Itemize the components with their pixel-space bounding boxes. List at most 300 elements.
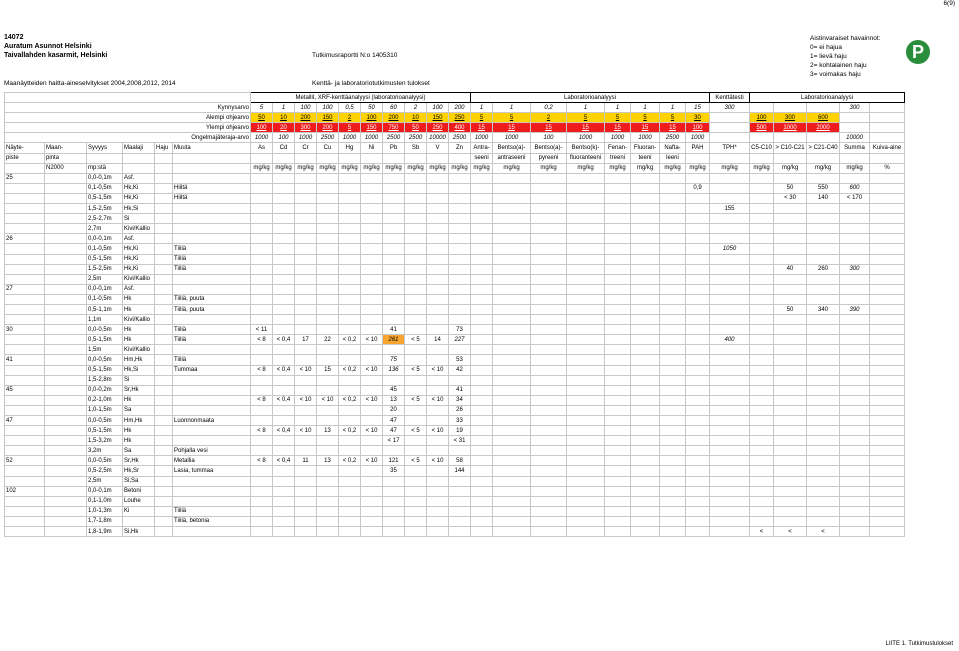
result-value xyxy=(774,274,807,284)
result-value xyxy=(493,456,531,466)
result-value xyxy=(361,244,383,254)
result-value xyxy=(631,456,660,466)
result-value: < 8 xyxy=(251,395,273,405)
result-value xyxy=(449,193,471,203)
result-value xyxy=(750,375,774,385)
result-value xyxy=(840,284,870,294)
sample-point xyxy=(5,426,45,436)
result-value xyxy=(273,173,295,183)
ground-level xyxy=(45,325,87,335)
result-value xyxy=(471,476,493,486)
result-value xyxy=(531,284,567,294)
result-value xyxy=(567,204,605,214)
column-header: Cd xyxy=(273,143,295,153)
result-value xyxy=(840,506,870,516)
result-value xyxy=(750,183,774,193)
column-header: pinta xyxy=(45,153,87,163)
result-value xyxy=(339,193,361,203)
result-value xyxy=(605,214,631,224)
ground-level xyxy=(45,496,87,506)
result-value xyxy=(427,234,449,244)
result-value xyxy=(631,385,660,395)
sample-point: 25 xyxy=(5,173,45,183)
report-reference: Tutkimusraportti N:o 1405310 xyxy=(312,52,398,59)
result-value xyxy=(383,375,405,385)
result-value xyxy=(295,496,317,506)
result-value xyxy=(840,214,870,224)
result-value xyxy=(710,405,750,415)
result-value xyxy=(750,385,774,395)
limit-value: 1000 xyxy=(295,133,317,143)
result-value xyxy=(605,436,631,446)
result-value xyxy=(427,345,449,355)
table-row xyxy=(5,304,905,314)
result-value xyxy=(531,345,567,355)
column-header: pyreeni xyxy=(531,153,567,163)
depth: 0,2-1,0m xyxy=(87,395,123,405)
table-row xyxy=(5,446,905,456)
result-value xyxy=(383,315,405,325)
result-value xyxy=(317,496,339,506)
result-value xyxy=(493,466,531,476)
result-value xyxy=(317,416,339,426)
column-header: mg/kg xyxy=(567,163,605,173)
result-value xyxy=(774,506,807,516)
result-value xyxy=(774,486,807,496)
result-value xyxy=(750,496,774,506)
result-value: < 0,4 xyxy=(273,395,295,405)
column-header: N2000 xyxy=(45,163,87,173)
result-value: 300 xyxy=(840,264,870,274)
limit-value: 50 xyxy=(361,103,383,113)
limit-value: 300 xyxy=(774,113,807,123)
result-value xyxy=(427,193,449,203)
result-value xyxy=(807,365,840,375)
result-value xyxy=(686,315,710,325)
column-header: Zn xyxy=(449,143,471,153)
result-value xyxy=(567,365,605,375)
soil-type: Hk xyxy=(123,304,155,314)
limit-value: 5 xyxy=(251,103,273,113)
result-value: 400 xyxy=(710,335,750,345)
result-value xyxy=(531,244,567,254)
result-value xyxy=(774,416,807,426)
result-value xyxy=(317,254,339,264)
result-value xyxy=(710,325,750,335)
result-value xyxy=(567,173,605,183)
column-header xyxy=(173,153,251,163)
result-value xyxy=(750,476,774,486)
limit-value: 1000 xyxy=(251,133,273,143)
notes xyxy=(173,385,251,395)
result-value xyxy=(710,375,750,385)
result-value xyxy=(361,183,383,193)
depth: 0,1-0,5m xyxy=(87,183,123,193)
result-value xyxy=(567,345,605,355)
result-value xyxy=(531,304,567,314)
result-value xyxy=(605,183,631,193)
document-subtitle: Maanäytteiden haitta-aineselvitykset 2004,2008,2012, 2014 xyxy=(4,80,176,87)
result-value xyxy=(567,395,605,405)
result-value xyxy=(383,496,405,506)
result-value xyxy=(807,224,840,234)
column-header: mg/kg xyxy=(471,163,493,173)
result-value xyxy=(427,214,449,224)
result-value xyxy=(251,204,273,214)
result-value xyxy=(383,506,405,516)
limit-value: 15 xyxy=(686,103,710,113)
result-value: 260 xyxy=(807,264,840,274)
result-value xyxy=(710,456,750,466)
result-value xyxy=(531,395,567,405)
depth: 1,5m xyxy=(87,345,123,355)
soil-type: Hk xyxy=(123,436,155,446)
result-value xyxy=(273,204,295,214)
ground-level xyxy=(45,446,87,456)
result-value xyxy=(750,284,774,294)
result-value xyxy=(807,274,840,284)
result-value xyxy=(686,193,710,203)
result-value xyxy=(405,416,427,426)
column-header xyxy=(427,153,449,163)
result-value xyxy=(361,496,383,506)
table-row xyxy=(5,486,905,496)
result-value xyxy=(273,436,295,446)
column-header: Maalaji xyxy=(123,143,155,153)
result-value: 35 xyxy=(383,466,405,476)
result-value xyxy=(317,264,339,274)
result-value: < 8 xyxy=(251,365,273,375)
result-value: 17 xyxy=(295,335,317,345)
result-value xyxy=(295,375,317,385)
table-row xyxy=(5,456,905,466)
result-value xyxy=(383,345,405,355)
result-value xyxy=(251,294,273,304)
table-row xyxy=(5,395,905,405)
ground-level xyxy=(45,527,87,537)
result-value: < 10 xyxy=(427,365,449,375)
result-value xyxy=(807,375,840,385)
result-value xyxy=(317,516,339,526)
depth: 0,0-0,1m xyxy=(87,234,123,244)
result-value xyxy=(449,234,471,244)
sample-point xyxy=(5,183,45,193)
result-value xyxy=(273,446,295,456)
result-value xyxy=(870,264,905,274)
result-value xyxy=(405,405,427,415)
result-value xyxy=(710,183,750,193)
result-value xyxy=(471,426,493,436)
result-value xyxy=(870,527,905,537)
result-value xyxy=(774,355,807,365)
sample-point xyxy=(5,335,45,345)
notes xyxy=(173,345,251,355)
result-value xyxy=(493,405,531,415)
result-value xyxy=(807,355,840,365)
result-value xyxy=(660,355,686,365)
result-value xyxy=(361,446,383,456)
limit-value: 2 xyxy=(405,103,427,113)
result-value xyxy=(383,486,405,496)
result-value xyxy=(273,506,295,516)
result-value: 33 xyxy=(449,416,471,426)
result-value xyxy=(361,284,383,294)
result-value xyxy=(531,294,567,304)
result-value xyxy=(493,264,531,274)
result-value xyxy=(686,214,710,224)
limit-value: 1 xyxy=(493,103,531,113)
result-value xyxy=(317,506,339,516)
result-value xyxy=(605,466,631,476)
result-value xyxy=(251,375,273,385)
soil-type: Hk,Ki xyxy=(123,264,155,274)
result-value xyxy=(531,224,567,234)
notes: Metallia xyxy=(173,456,251,466)
result-value xyxy=(660,375,686,385)
sample-point xyxy=(5,345,45,355)
result-value: 600 xyxy=(840,183,870,193)
result-value xyxy=(660,345,686,355)
result-value xyxy=(774,466,807,476)
column-header xyxy=(295,153,317,163)
result-value xyxy=(531,375,567,385)
limit-value: 5 xyxy=(339,123,361,133)
result-value xyxy=(449,244,471,254)
result-value xyxy=(427,405,449,415)
result-value: < 5 xyxy=(405,335,427,345)
limit-value xyxy=(870,113,905,123)
result-value xyxy=(361,516,383,526)
result-value xyxy=(449,274,471,284)
result-value: < 0,4 xyxy=(273,426,295,436)
result-value xyxy=(493,345,531,355)
result-value xyxy=(361,193,383,203)
result-value xyxy=(361,315,383,325)
column-header: Bentso(a)- xyxy=(493,143,531,153)
result-value xyxy=(317,274,339,284)
limit-value xyxy=(710,113,750,123)
result-value xyxy=(339,244,361,254)
column-header xyxy=(361,153,383,163)
result-value xyxy=(567,284,605,294)
result-value xyxy=(750,304,774,314)
limit-value: 300 xyxy=(295,123,317,133)
result-value xyxy=(774,436,807,446)
result-value xyxy=(531,426,567,436)
result-value xyxy=(774,234,807,244)
result-value xyxy=(273,214,295,224)
result-value xyxy=(317,486,339,496)
result-value xyxy=(427,416,449,426)
limit-value: 2500 xyxy=(449,133,471,143)
result-value: 53 xyxy=(449,355,471,365)
result-value xyxy=(774,315,807,325)
result-value xyxy=(567,325,605,335)
result-value xyxy=(686,416,710,426)
result-value xyxy=(660,466,686,476)
result-value xyxy=(317,476,339,486)
result-value xyxy=(567,335,605,345)
result-value xyxy=(567,436,605,446)
odor xyxy=(155,325,173,335)
result-value xyxy=(405,466,427,476)
result-value xyxy=(531,183,567,193)
limit-value xyxy=(774,133,807,143)
result-value: 47 xyxy=(383,426,405,436)
result-value xyxy=(840,426,870,436)
ground-level xyxy=(45,436,87,446)
result-value xyxy=(405,244,427,254)
result-value xyxy=(840,466,870,476)
limit-value: 2 xyxy=(339,113,361,123)
column-header: As xyxy=(251,143,273,153)
result-value xyxy=(251,274,273,284)
result-value xyxy=(493,476,531,486)
result-value: 13 xyxy=(317,456,339,466)
limit-value: 10 xyxy=(273,113,295,123)
result-value xyxy=(317,204,339,214)
result-value xyxy=(605,315,631,325)
result-value xyxy=(471,224,493,234)
column-header: mg/kg xyxy=(427,163,449,173)
column-header: Haju xyxy=(155,143,173,153)
result-value xyxy=(273,486,295,496)
limit-value: 2000 xyxy=(807,123,840,133)
result-value xyxy=(750,204,774,214)
column-header: treeni xyxy=(605,153,631,163)
result-value xyxy=(339,506,361,516)
result-value xyxy=(471,214,493,224)
result-value xyxy=(807,214,840,224)
result-value xyxy=(631,446,660,456)
result-value xyxy=(295,315,317,325)
result-value xyxy=(471,254,493,264)
result-value xyxy=(840,315,870,325)
result-value xyxy=(449,486,471,496)
result-value xyxy=(605,416,631,426)
result-value xyxy=(870,204,905,214)
ground-level xyxy=(45,183,87,193)
result-value xyxy=(710,436,750,446)
odor xyxy=(155,204,173,214)
notes xyxy=(173,426,251,436)
limit-value: 750 xyxy=(383,123,405,133)
result-value xyxy=(273,496,295,506)
column-header: C5-C10 xyxy=(750,143,774,153)
result-value xyxy=(567,355,605,365)
result-value xyxy=(471,446,493,456)
column-header xyxy=(155,163,173,173)
limit-value: 5 xyxy=(493,113,531,123)
table-row xyxy=(5,264,905,274)
company-logo-icon: P xyxy=(906,40,930,64)
result-value: < 17 xyxy=(383,436,405,446)
result-value xyxy=(339,385,361,395)
odor xyxy=(155,466,173,476)
result-value xyxy=(807,486,840,496)
result-value xyxy=(361,416,383,426)
column-header: Kuiva-aine xyxy=(870,143,905,153)
result-value xyxy=(339,355,361,365)
result-value xyxy=(840,446,870,456)
result-value: < xyxy=(807,527,840,537)
soil-type: Ki xyxy=(123,506,155,516)
limit-value: 50 xyxy=(251,113,273,123)
result-value xyxy=(531,204,567,214)
result-value xyxy=(295,345,317,355)
limit-value xyxy=(750,103,774,113)
result-value xyxy=(273,527,295,537)
ground-level xyxy=(45,335,87,345)
legend-item: 0= ei hajua xyxy=(810,44,842,51)
result-value xyxy=(273,516,295,526)
result-value xyxy=(251,476,273,486)
result-value xyxy=(383,234,405,244)
limit-value: 1 xyxy=(631,103,660,113)
odor xyxy=(155,395,173,405)
result-value xyxy=(471,527,493,537)
result-value xyxy=(567,426,605,436)
result-value xyxy=(339,416,361,426)
sample-point: 27 xyxy=(5,284,45,294)
result-value xyxy=(405,476,427,486)
result-value xyxy=(807,416,840,426)
result-value xyxy=(471,183,493,193)
result-value xyxy=(361,173,383,183)
notes xyxy=(173,375,251,385)
column-header xyxy=(870,153,905,163)
odor xyxy=(155,365,173,375)
result-value xyxy=(317,325,339,335)
depth: 0,5-2,5m xyxy=(87,466,123,476)
result-value xyxy=(870,385,905,395)
soil-type: Si,Sa xyxy=(123,476,155,486)
result-value xyxy=(870,193,905,203)
column-header: PAH xyxy=(686,143,710,153)
limit-row xyxy=(5,103,905,113)
group-field-test: Kenttätesti xyxy=(710,93,750,103)
odor xyxy=(155,254,173,264)
result-value xyxy=(531,234,567,244)
soil-type: Asf. xyxy=(123,173,155,183)
result-value xyxy=(295,527,317,537)
result-value xyxy=(840,395,870,405)
result-value xyxy=(710,516,750,526)
result-value xyxy=(605,486,631,496)
ground-level xyxy=(45,506,87,516)
result-value: < 0,4 xyxy=(273,456,295,466)
limit-value: 1000 xyxy=(493,133,531,143)
result-value: < 10 xyxy=(361,365,383,375)
column-header: Fluoran- xyxy=(631,143,660,153)
column-header: mg/kg xyxy=(631,163,660,173)
result-value xyxy=(427,466,449,476)
result-value xyxy=(750,335,774,345)
limit-value: 30 xyxy=(686,113,710,123)
result-value xyxy=(605,375,631,385)
result-value xyxy=(710,214,750,224)
result-value xyxy=(427,244,449,254)
limit-value: 300 xyxy=(710,103,750,113)
result-value xyxy=(383,476,405,486)
soil-type: Kivi/Kallio xyxy=(123,224,155,234)
result-value xyxy=(493,436,531,446)
column-header: Pb xyxy=(383,143,405,153)
result-value xyxy=(710,486,750,496)
table-row xyxy=(5,294,905,304)
result-value: < 8 xyxy=(251,426,273,436)
result-value: 40 xyxy=(774,264,807,274)
